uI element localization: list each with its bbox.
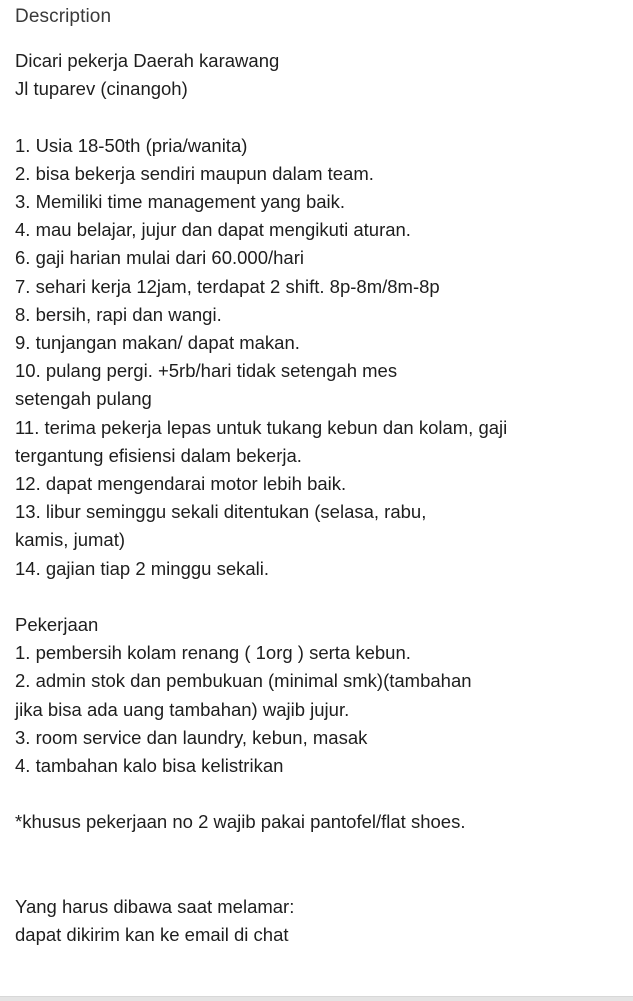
spacer (15, 103, 627, 131)
apply-text: dapat dikirim kan ke email di chat (15, 924, 289, 946)
description-body (15, 47, 627, 949)
spacer (15, 583, 627, 611)
job-line: 4. tambahan kalo bisa kelistrikan (15, 755, 284, 777)
requirement-line: 13. libur seminggu sekali ditentukan (selasa, rabu, (15, 501, 427, 523)
spacer (15, 780, 627, 808)
apply-heading: Yang harus dibawa saat melamar: (15, 896, 295, 918)
job-line: jika bisa ada uang tambahan) wajib jujur. (15, 698, 350, 720)
shoes-note: *khusus pekerjaan no 2 wajib pakai pantofel/flat shoes. (15, 811, 466, 833)
intro-line: Dicari pekerja Daerah karawang (15, 50, 280, 71)
requirement-line: 1. Usia 18-50th (pria/wanita) (15, 134, 248, 156)
requirement-line: 8. bersih, rapi dan wangi. (15, 303, 222, 325)
requirement-line: 11. terima pekerja lepas untuk tukang kebun dan kolam, gaji (15, 416, 508, 438)
requirement-line: 7. sehari kerja 12jam, terdapat 2 shift. 8p-8m/8m-8p (15, 275, 440, 297)
job-line: 2. admin stok dan pembukuan (minimal smk)(tambahan (15, 670, 472, 692)
bottom-divider (0, 996, 633, 1001)
jobs-heading: Pekerjaan (15, 614, 99, 636)
requirement-line: setengah pulang (15, 388, 152, 410)
job-line: 1. pembersih kolam renang ( 1org ) serta kebun. (15, 642, 411, 664)
requirement-line: tergantung efisiensi dalam bekerja. (15, 444, 302, 466)
requirement-line: 12. dapat mengendarai motor lebih baik. (15, 473, 347, 495)
job-line: 3. room service dan laundry, kebun, masak (15, 726, 368, 748)
requirement-line: 4. mau belajar, jujur dan dapat mengikuti aturan. (15, 219, 411, 241)
requirement-line: 6. gaji harian mulai dari 60.000/hari (15, 247, 304, 269)
requirement-line: 3. Memiliki time management yang baik. (15, 191, 346, 212)
description-section-title: Description (15, 6, 112, 27)
requirement-line: kamis, jumat) (15, 529, 125, 551)
intro-line: Jl tuparev (cinangoh) (15, 78, 188, 100)
spacer (15, 837, 627, 865)
requirement-line: 9. tunjangan makan/ dapat makan. (15, 332, 300, 354)
requirement-line: 2. bisa bekerja sendiri maupun dalam team. (15, 162, 374, 184)
requirement-line: 10. pulang pergi. +5rb/hari tidak setengah mes (15, 360, 398, 382)
spacer (15, 865, 627, 893)
requirement-line: 14. gajian tiap 2 minggu sekali. (15, 557, 270, 579)
